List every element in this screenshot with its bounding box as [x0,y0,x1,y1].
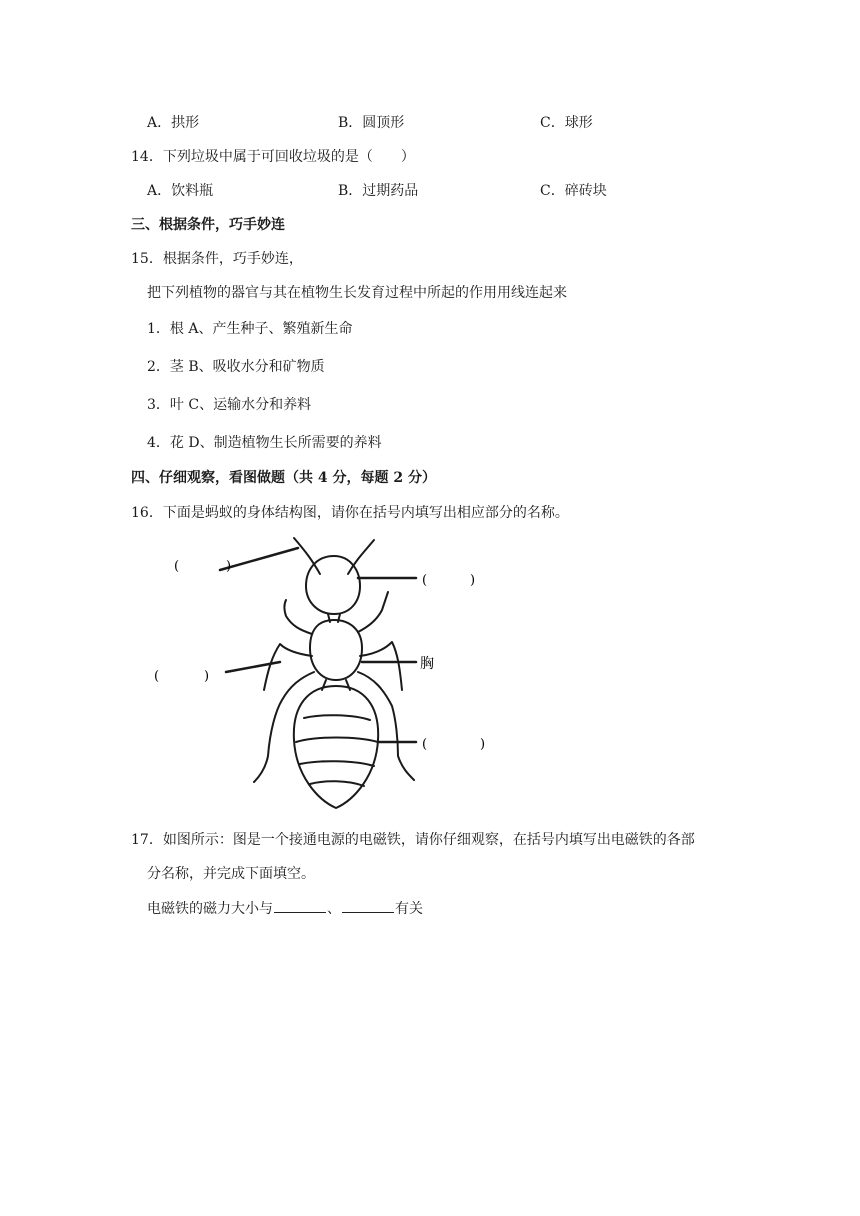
antenna-left [294,538,320,574]
q16-stem: 16．下面是蚂蚁的身体结构图，请你在括号内填写出相应部分的名称。 [131,505,569,521]
q17-fill-sep: 、 [327,901,341,917]
q13-option-c: C．球形 [540,115,593,131]
q17-fill-suffix: 有关 [395,901,423,917]
leg-mid-right [360,642,402,690]
q15-item-flower: 4．花 D、制造植物生长所需要的养料 [147,435,382,451]
q17-stem-line2: 分名称，并完成下面填空。 [147,866,315,882]
paren-head-close: ) [470,573,476,588]
ant-head [306,556,360,614]
q13-option-a: A．拱形 [147,115,200,131]
q13-option-b: B．圆顶形 [338,115,405,131]
antenna-right [348,540,374,574]
section4-title: 四、仔细观察，看图做题（共 4 分，每题 2 分） [131,470,436,486]
ant-diagram [140,530,500,820]
q15-item-stem: 2．茎 B、吸收水分和矿物质 [147,359,325,375]
q15-instruction: 把下列植物的器官与其在植物生长发育过程中所起的作用用线连起来 [147,285,567,301]
q17-stem-line1: 17．如图所示：图是一个接通电源的电磁铁，请你仔细观察，在括号内填写出电磁铁的各部 [131,832,695,848]
paren-antenna-close: ) [226,559,232,574]
section3-title: 三、根据条件，巧手妙连 [131,217,285,233]
q15-stem: 15．根据条件，巧手妙连， [131,251,303,267]
paren-leg-open: ( [154,669,160,684]
q14-option-b: B．过期药品 [338,183,419,199]
q14-stem: 14．下列垃圾中属于可回收垃圾的是（ ） [131,149,415,165]
paren-abdomen-open: ( [422,737,428,752]
q14-option-a: A．饮料瓶 [147,183,214,199]
ant-abdomen [294,686,378,808]
q17-fill-sentence [147,898,423,918]
label-thorax: 胸 [420,656,434,672]
paren-leg-close: ) [204,669,210,684]
leg-hind-left [254,672,314,782]
paren-abdomen-close: ) [480,737,486,752]
q17-blank-1[interactable] [274,898,326,913]
leg-front-left [285,600,313,634]
q15-item-root: 1．根 A、产生种子、繁殖新生命 [147,321,353,337]
q17-fill-prefix: 电磁铁的磁力大小与 [147,901,273,917]
leg-front-right [358,592,388,632]
q17-blank-2[interactable] [342,898,394,913]
q15-item-leaf: 3．叶 C、运输水分和养料 [147,397,312,413]
q14-option-c: C．碎砖块 [540,183,607,199]
ant-thorax [310,620,362,680]
paren-antenna-open: ( [174,559,180,574]
paren-head-open: ( [422,573,428,588]
leg-mid-left [264,644,312,690]
